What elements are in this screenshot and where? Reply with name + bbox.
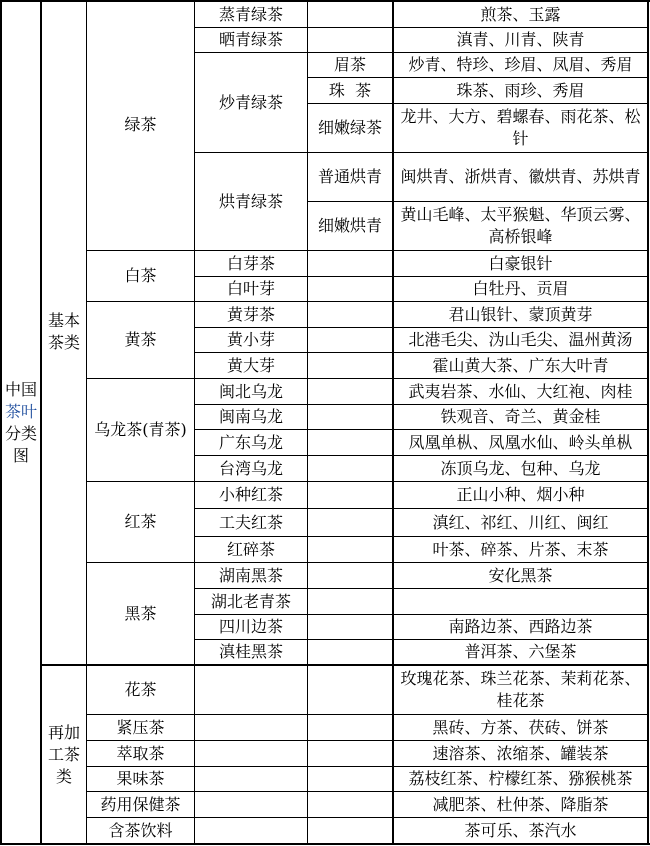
sub-pan: 炒青绿茶 <box>218 92 283 112</box>
example-minbei: 武夷岩茶、水仙、大红袍、肉桂 <box>408 381 633 401</box>
sub-bake: 烘青绿茶 <box>218 191 283 211</box>
sub-ysmall: 黄小芽 <box>226 330 275 349</box>
example-compressed: 黑砖、方茶、茯砖、饼茶 <box>432 717 609 737</box>
example-steam: 煎茶、玉露 <box>480 4 561 24</box>
root-label-line2: 茶叶 <box>4 401 37 421</box>
category-compressed: 紧压茶 <box>116 717 165 737</box>
sub-hubei: 湖北老青茶 <box>210 591 291 611</box>
group-basic <box>42 0 86 664</box>
sub-yungui: 滇桂黑茶 <box>218 642 283 661</box>
category-dark: 黑茶 <box>124 603 157 623</box>
example-ybud: 君山银针、蒙顶黄芽 <box>448 304 593 324</box>
example-zhu: 珠茶、雨珍、秀眉 <box>456 80 585 100</box>
sub-leaf: 白叶芽 <box>226 279 275 298</box>
sub-ybig: 黄大芽 <box>226 355 275 375</box>
minor-xinen: 细嫩绿茶 <box>317 118 382 137</box>
sub-taiwan: 台湾乌龙 <box>218 458 283 478</box>
sub-sichuan: 四川边茶 <box>218 617 283 636</box>
minor-zhu: 珠 茶 <box>328 80 372 100</box>
sub-sun: 晒青绿茶 <box>218 30 283 49</box>
example-gongfu: 滇红、祁红、川红、闽红 <box>432 512 609 532</box>
category-extract: 萃取茶 <box>116 743 165 763</box>
category-black: 红茶 <box>124 512 157 531</box>
group-reprocessed-label: 再加工茶类 <box>47 722 80 786</box>
example-health: 减肥茶、杜仲茶、降脂茶 <box>432 794 609 814</box>
example-putong: 闽烘青、浙烘青、徽烘青、苏烘青 <box>400 167 641 186</box>
sub-hunan: 湖南黑茶 <box>218 565 283 585</box>
border-line <box>647 0 649 845</box>
example-hunan: 安化黑茶 <box>488 565 553 585</box>
category-yellow: 黄茶 <box>124 330 157 349</box>
example-taiwan: 冻顶乌龙、包种、乌龙 <box>440 458 601 478</box>
category-oolong: 乌龙茶(青茶) <box>94 420 187 439</box>
group-reprocessed <box>42 666 86 843</box>
example-xinenhong: 黄山毛峰、太平猴魁、华顶云雾、高桥银峰 <box>400 205 641 246</box>
example-sichuan: 南路边茶、西路边茶 <box>448 617 593 636</box>
example-mei: 炒青、特珍、珍眉、凤眉、秀眉 <box>408 55 633 74</box>
example-leaf: 白牡丹、贡眉 <box>472 279 569 298</box>
sub-broken: 红碎茶 <box>226 539 275 559</box>
root-label-line4: 图 <box>12 445 29 465</box>
example-broken: 叶茶、碎茶、片茶、末茶 <box>432 539 609 559</box>
category-beverage: 含茶饮料 <box>108 820 173 840</box>
category-health: 药用保健茶 <box>100 794 181 814</box>
example-souchong: 正山小种、烟小种 <box>456 485 585 504</box>
sub-bud: 白芽茶 <box>226 253 275 273</box>
category-green: 绿茶 <box>124 115 157 134</box>
group-basic-label: 基本茶类 <box>47 311 80 352</box>
minor-mei: 眉茶 <box>333 55 366 74</box>
minor-xinenhong: 细嫩烘青 <box>317 216 382 235</box>
sub-steam: 蒸青绿茶 <box>218 4 283 24</box>
category-flower: 花茶 <box>124 680 157 699</box>
example-ysmall: 北港毛尖、沩山毛尖、温州黄汤 <box>408 330 633 349</box>
example-ybig: 霍山黄大茶、广东大叶青 <box>432 355 609 375</box>
root-label-line1: 中国 <box>4 379 37 399</box>
example-xinen: 龙井、大方、碧螺春、雨花茶、松针 <box>400 107 641 148</box>
category-white: 白茶 <box>124 266 157 285</box>
root-label-line3: 分类 <box>4 423 37 443</box>
border-line <box>0 843 650 845</box>
sub-souchong: 小种红茶 <box>218 485 283 504</box>
example-fruit: 荔枝红茶、柠檬红茶、猕猴桃茶 <box>408 769 633 788</box>
example-yungui: 普洱茶、六堡茶 <box>464 642 577 661</box>
sub-ybud: 黄芽茶 <box>226 304 275 324</box>
example-flower: 玫瑰花茶、珠兰花茶、茉莉花茶、桂花茶 <box>400 669 641 710</box>
example-sun: 滇青、川青、陕青 <box>456 30 585 49</box>
sub-guangdong: 广东乌龙 <box>218 432 283 452</box>
sub-minnan: 闽南乌龙 <box>218 407 283 426</box>
sub-minbei: 闽北乌龙 <box>218 381 283 401</box>
example-minnan: 铁观音、奇兰、黄金桂 <box>440 407 601 426</box>
category-fruit: 果味茶 <box>116 769 165 788</box>
example-beverage: 茶可乐、茶汽水 <box>464 820 577 840</box>
example-guangdong: 凤凰单枞、凤凰水仙、岭头单枞 <box>408 432 633 452</box>
root-label <box>2 0 40 845</box>
example-bud: 白豪银针 <box>488 253 553 273</box>
minor-putong: 普通烘青 <box>317 167 382 186</box>
example-extract: 速溶茶、浓缩茶、罐装茶 <box>432 743 609 763</box>
sub-gongfu: 工夫红茶 <box>218 512 283 532</box>
